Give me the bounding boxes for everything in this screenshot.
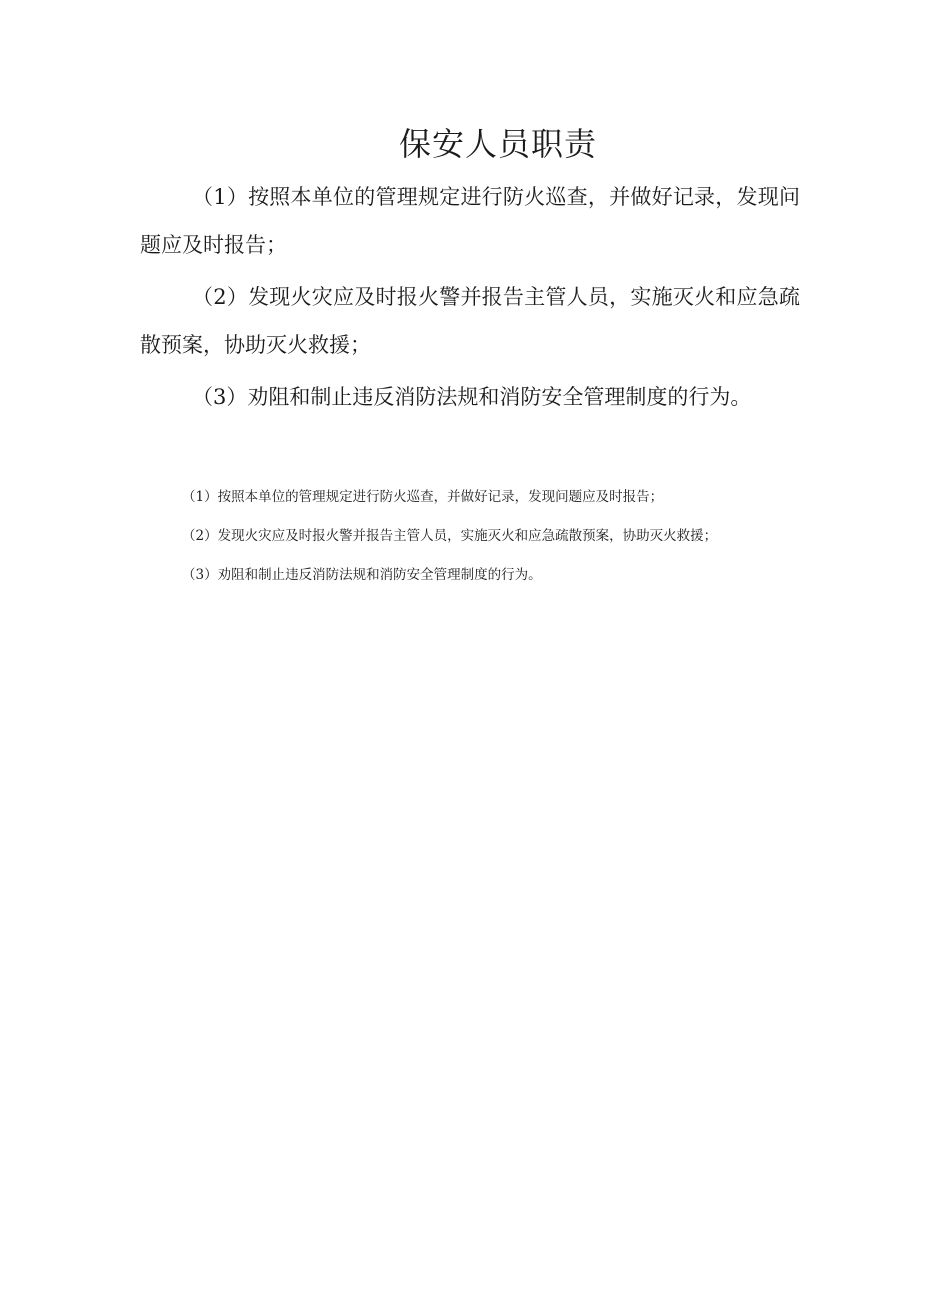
small-duty-paragraph-2: （2）发现火灾应及时报火警并报告主管人员，实施灭火和应急疏散预案，协助灭火救援； xyxy=(182,528,718,544)
small-duty-paragraph-3: （3）劝阻和制止违反消防法规和消防安全管理制度的行为。 xyxy=(182,567,542,583)
main-duties-section xyxy=(140,173,800,425)
small-duty-paragraph-1: （1）按照本单位的管理规定进行防火巡查，并做好记录，发现问题应及时报告； xyxy=(182,489,664,505)
duty-paragraph-2: （2）发现火灾应及时报火警并报告主管人员，实施灭火和应急疏散预案，协助灭火救援； xyxy=(140,285,800,357)
duty-paragraph-3: （3）劝阻和制止违反消防法规和消防安全管理制度的行为。 xyxy=(192,385,752,409)
duty-paragraph-1: （1）按照本单位的管理规定进行防火巡查，并做好记录，发现问题应及时报告； xyxy=(140,185,800,257)
repeated-duties-section xyxy=(140,486,795,603)
document-title: 保安人员职责 xyxy=(398,125,597,163)
